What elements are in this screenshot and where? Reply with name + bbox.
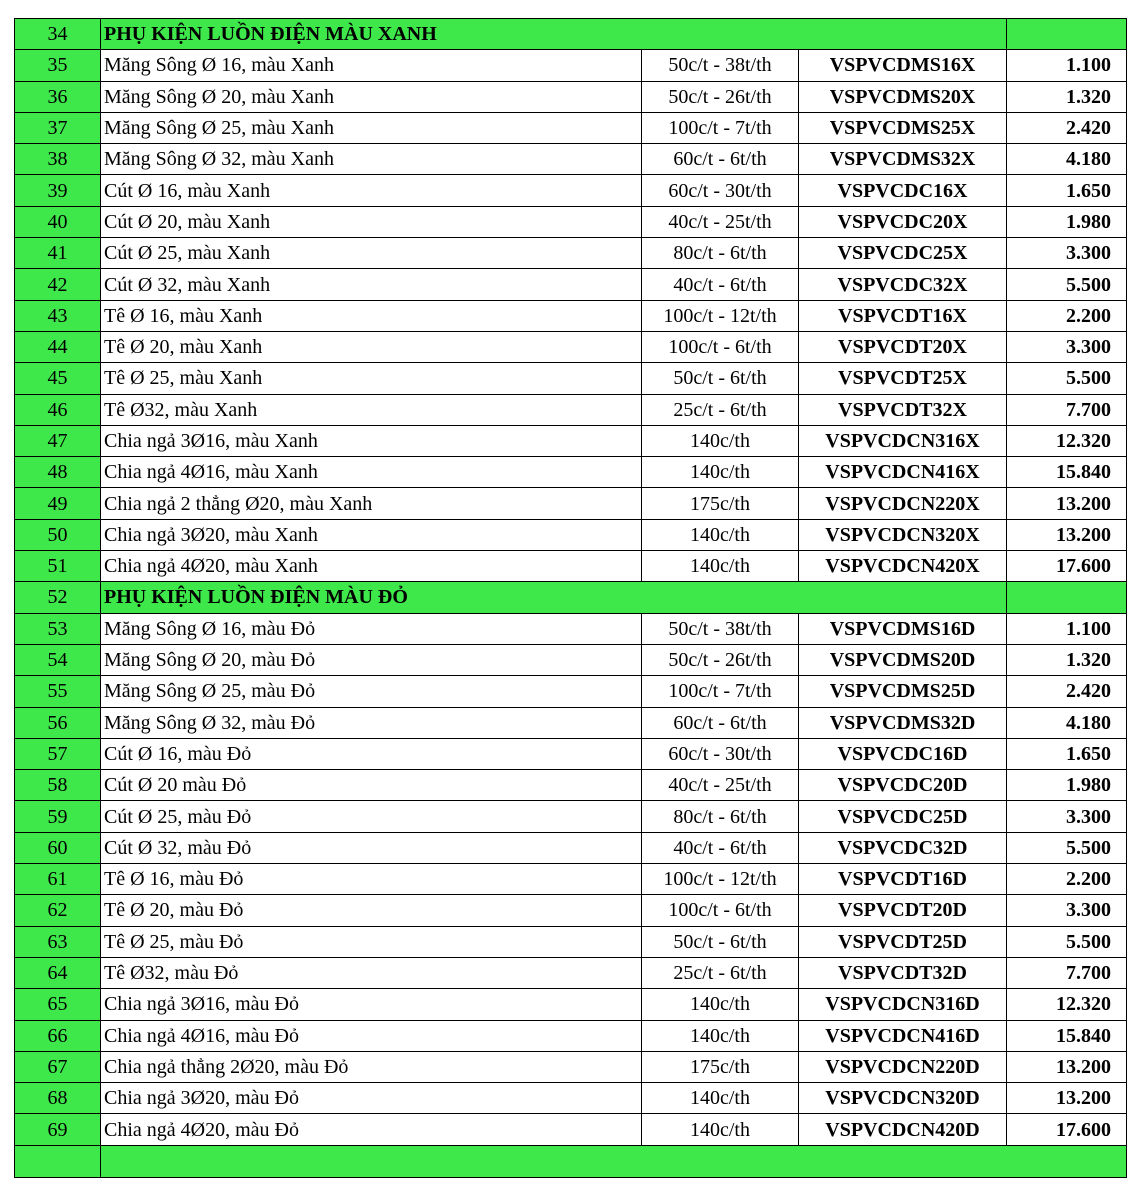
product-name: Măng Sông Ø 32, màu Đỏ bbox=[101, 707, 642, 738]
unit-price: 5.500 bbox=[1007, 832, 1127, 863]
product-code: VSPVCDCN316D bbox=[799, 989, 1007, 1020]
row-number: 69 bbox=[15, 1114, 101, 1145]
product-name: Cút Ø 20, màu Xanh bbox=[101, 206, 642, 237]
packing-spec: 100c/t - 7t/th bbox=[642, 112, 799, 143]
table-row bbox=[15, 206, 1127, 237]
row-number: 61 bbox=[15, 864, 101, 895]
unit-price: 2.200 bbox=[1007, 300, 1127, 331]
product-code: VSPVCDC32X bbox=[799, 269, 1007, 300]
product-code: VSPVCDC32D bbox=[799, 832, 1007, 863]
packing-spec: 50c/t - 26t/th bbox=[642, 81, 799, 112]
packing-spec: 140c/th bbox=[642, 551, 799, 582]
row-number: 67 bbox=[15, 1051, 101, 1082]
row-number: 43 bbox=[15, 300, 101, 331]
row-number: 36 bbox=[15, 81, 101, 112]
table-row bbox=[15, 864, 1127, 895]
packing-spec: 25c/t - 6t/th bbox=[642, 394, 799, 425]
unit-price: 5.500 bbox=[1007, 926, 1127, 957]
table-row bbox=[15, 1020, 1127, 1051]
product-name: Tê Ø 20, màu Xanh bbox=[101, 331, 642, 362]
packing-spec: 100c/t - 7t/th bbox=[642, 676, 799, 707]
unit-price: 13.200 bbox=[1007, 1083, 1127, 1114]
footer-empty-cell bbox=[101, 1145, 1127, 1177]
packing-spec: 140c/th bbox=[642, 1114, 799, 1145]
row-number: 54 bbox=[15, 644, 101, 675]
unit-price: 3.300 bbox=[1007, 801, 1127, 832]
table-row bbox=[15, 957, 1127, 988]
table-row bbox=[15, 644, 1127, 675]
product-name: Chia ngả 2 thẳng Ø20, màu Xanh bbox=[101, 488, 642, 519]
unit-price: 5.500 bbox=[1007, 269, 1127, 300]
product-code: VSPVCDC16D bbox=[799, 738, 1007, 769]
packing-spec: 40c/t - 6t/th bbox=[642, 832, 799, 863]
unit-price: 4.180 bbox=[1007, 144, 1127, 175]
product-code: VSPVCDT16X bbox=[799, 300, 1007, 331]
packing-spec: 60c/t - 6t/th bbox=[642, 707, 799, 738]
product-name: Chia ngả 3Ø20, màu Đỏ bbox=[101, 1083, 642, 1114]
product-name: Măng Sông Ø 20, màu Đỏ bbox=[101, 644, 642, 675]
row-number: 37 bbox=[15, 112, 101, 143]
row-number: 38 bbox=[15, 144, 101, 175]
packing-spec: 50c/t - 6t/th bbox=[642, 926, 799, 957]
row-number: 40 bbox=[15, 206, 101, 237]
row-number: 59 bbox=[15, 801, 101, 832]
row-number: 46 bbox=[15, 394, 101, 425]
product-name: Măng Sông Ø 16, màu Đỏ bbox=[101, 613, 642, 644]
unit-price: 2.200 bbox=[1007, 864, 1127, 895]
packing-spec: 50c/t - 38t/th bbox=[642, 613, 799, 644]
table-row bbox=[15, 801, 1127, 832]
table-row bbox=[15, 457, 1127, 488]
table-row bbox=[15, 1051, 1127, 1082]
packing-spec: 140c/th bbox=[642, 457, 799, 488]
product-code: VSPVCDT32X bbox=[799, 394, 1007, 425]
unit-price: 1.980 bbox=[1007, 206, 1127, 237]
product-name: Cút Ø 25, màu Xanh bbox=[101, 238, 642, 269]
row-number: 63 bbox=[15, 926, 101, 957]
product-name: Cút Ø 25, màu Đỏ bbox=[101, 801, 642, 832]
product-name: Cút Ø 16, màu Xanh bbox=[101, 175, 642, 206]
product-code: VSPVCDMS25D bbox=[799, 676, 1007, 707]
table-row bbox=[15, 81, 1127, 112]
product-code: VSPVCDC16X bbox=[799, 175, 1007, 206]
unit-price: 1.100 bbox=[1007, 50, 1127, 81]
table-row bbox=[15, 738, 1127, 769]
product-name: Măng Sông Ø 25, màu Xanh bbox=[101, 112, 642, 143]
packing-spec: 80c/t - 6t/th bbox=[642, 801, 799, 832]
packing-spec: 60c/t - 6t/th bbox=[642, 144, 799, 175]
row-number: 48 bbox=[15, 457, 101, 488]
product-code: VSPVCDMS16X bbox=[799, 50, 1007, 81]
product-name: Chia ngả 3Ø16, màu Xanh bbox=[101, 425, 642, 456]
product-name: Tê Ø 25, màu Xanh bbox=[101, 363, 642, 394]
packing-spec: 60c/t - 30t/th bbox=[642, 175, 799, 206]
table-row bbox=[15, 425, 1127, 456]
product-code: VSPVCDCN416D bbox=[799, 1020, 1007, 1051]
product-code: VSPVCDT25D bbox=[799, 926, 1007, 957]
unit-price: 3.300 bbox=[1007, 895, 1127, 926]
section-empty-cell bbox=[1007, 19, 1127, 50]
product-name: Chia ngả 4Ø20, màu Xanh bbox=[101, 551, 642, 582]
table-row bbox=[15, 551, 1127, 582]
unit-price: 1.650 bbox=[1007, 738, 1127, 769]
unit-price: 12.320 bbox=[1007, 989, 1127, 1020]
table-row bbox=[15, 1083, 1127, 1114]
row-number: 64 bbox=[15, 957, 101, 988]
row-number: 51 bbox=[15, 551, 101, 582]
section-header-row bbox=[15, 582, 1127, 613]
product-code: VSPVCDCN420X bbox=[799, 551, 1007, 582]
product-name: Cút Ø 20 màu Đỏ bbox=[101, 770, 642, 801]
packing-spec: 100c/t - 6t/th bbox=[642, 331, 799, 362]
product-name: Chia ngả 4Ø16, màu Xanh bbox=[101, 457, 642, 488]
packing-spec: 40c/t - 25t/th bbox=[642, 770, 799, 801]
product-code: VSPVCDT32D bbox=[799, 957, 1007, 988]
packing-spec: 140c/th bbox=[642, 425, 799, 456]
product-name: Chia ngả 4Ø20, màu Đỏ bbox=[101, 1114, 642, 1145]
price-list-body bbox=[15, 19, 1127, 1178]
product-code: VSPVCDMS20X bbox=[799, 81, 1007, 112]
table-row bbox=[15, 707, 1127, 738]
row-number: 66 bbox=[15, 1020, 101, 1051]
product-code: VSPVCDMS20D bbox=[799, 644, 1007, 675]
row-number: 56 bbox=[15, 707, 101, 738]
unit-price: 1.320 bbox=[1007, 644, 1127, 675]
price-list-table bbox=[14, 18, 1127, 1178]
packing-spec: 140c/th bbox=[642, 989, 799, 1020]
product-name: Cút Ø 32, màu Xanh bbox=[101, 269, 642, 300]
packing-spec: 80c/t - 6t/th bbox=[642, 238, 799, 269]
product-code: VSPVCDC25X bbox=[799, 238, 1007, 269]
product-name: Tê Ø32, màu Xanh bbox=[101, 394, 642, 425]
table-row bbox=[15, 926, 1127, 957]
unit-price: 12.320 bbox=[1007, 425, 1127, 456]
row-number: 49 bbox=[15, 488, 101, 519]
footer-empty-cell bbox=[15, 1145, 101, 1177]
product-name: Cút Ø 32, màu Đỏ bbox=[101, 832, 642, 863]
product-code: VSPVCDCN320X bbox=[799, 519, 1007, 550]
section-title: PHỤ KIỆN LUỒN ĐIỆN MÀU XANH bbox=[101, 19, 1007, 50]
row-number: 62 bbox=[15, 895, 101, 926]
unit-price: 13.200 bbox=[1007, 519, 1127, 550]
unit-price: 3.300 bbox=[1007, 238, 1127, 269]
row-number: 35 bbox=[15, 50, 101, 81]
row-number: 39 bbox=[15, 175, 101, 206]
row-number: 47 bbox=[15, 425, 101, 456]
product-name: Măng Sông Ø 16, màu Xanh bbox=[101, 50, 642, 81]
table-row bbox=[15, 989, 1127, 1020]
product-name: Tê Ø32, màu Đỏ bbox=[101, 957, 642, 988]
section-empty-cell bbox=[1007, 582, 1127, 613]
unit-price: 7.700 bbox=[1007, 957, 1127, 988]
product-code: VSPVCDC20D bbox=[799, 770, 1007, 801]
product-code: VSPVCDCN316X bbox=[799, 425, 1007, 456]
unit-price: 17.600 bbox=[1007, 551, 1127, 582]
product-code: VSPVCDC20X bbox=[799, 206, 1007, 237]
table-row bbox=[15, 50, 1127, 81]
packing-spec: 50c/t - 26t/th bbox=[642, 644, 799, 675]
product-code: VSPVCDC25D bbox=[799, 801, 1007, 832]
unit-price: 1.320 bbox=[1007, 81, 1127, 112]
packing-spec: 140c/th bbox=[642, 519, 799, 550]
row-number: 53 bbox=[15, 613, 101, 644]
table-row bbox=[15, 269, 1127, 300]
unit-price: 5.500 bbox=[1007, 363, 1127, 394]
product-name: Măng Sông Ø 25, màu Đỏ bbox=[101, 676, 642, 707]
row-number: 34 bbox=[15, 19, 101, 50]
packing-spec: 140c/th bbox=[642, 1083, 799, 1114]
table-row bbox=[15, 770, 1127, 801]
unit-price: 13.200 bbox=[1007, 488, 1127, 519]
table-row bbox=[15, 613, 1127, 644]
packing-spec: 40c/t - 25t/th bbox=[642, 206, 799, 237]
product-code: VSPVCDMS32X bbox=[799, 144, 1007, 175]
packing-spec: 100c/t - 12t/th bbox=[642, 864, 799, 895]
table-row bbox=[15, 519, 1127, 550]
row-number: 65 bbox=[15, 989, 101, 1020]
row-number: 50 bbox=[15, 519, 101, 550]
product-code: VSPVCDT16D bbox=[799, 864, 1007, 895]
product-name: Tê Ø 20, màu Đỏ bbox=[101, 895, 642, 926]
product-code: VSPVCDCN320D bbox=[799, 1083, 1007, 1114]
unit-price: 3.300 bbox=[1007, 331, 1127, 362]
product-name: Tê Ø 25, màu Đỏ bbox=[101, 926, 642, 957]
packing-spec: 50c/t - 38t/th bbox=[642, 50, 799, 81]
packing-spec: 100c/t - 6t/th bbox=[642, 895, 799, 926]
product-code: VSPVCDCN420D bbox=[799, 1114, 1007, 1145]
table-row bbox=[15, 488, 1127, 519]
product-code: VSPVCDT25X bbox=[799, 363, 1007, 394]
row-number: 60 bbox=[15, 832, 101, 863]
packing-spec: 60c/t - 30t/th bbox=[642, 738, 799, 769]
table-row bbox=[15, 238, 1127, 269]
product-name: Chia ngả 4Ø16, màu Đỏ bbox=[101, 1020, 642, 1051]
product-name: Măng Sông Ø 32, màu Xanh bbox=[101, 144, 642, 175]
product-code: VSPVCDT20X bbox=[799, 331, 1007, 362]
table-row bbox=[15, 895, 1127, 926]
unit-price: 2.420 bbox=[1007, 676, 1127, 707]
table-row bbox=[15, 331, 1127, 362]
row-number: 41 bbox=[15, 238, 101, 269]
product-code: VSPVCDCN416X bbox=[799, 457, 1007, 488]
footer-row bbox=[15, 1145, 1127, 1177]
section-title: PHỤ KIỆN LUỒN ĐIỆN MÀU ĐỎ bbox=[101, 582, 1007, 613]
packing-spec: 25c/t - 6t/th bbox=[642, 957, 799, 988]
table-row bbox=[15, 1114, 1127, 1145]
packing-spec: 175c/th bbox=[642, 488, 799, 519]
row-number: 45 bbox=[15, 363, 101, 394]
packing-spec: 140c/th bbox=[642, 1020, 799, 1051]
product-code: VSPVCDT20D bbox=[799, 895, 1007, 926]
table-row bbox=[15, 175, 1127, 206]
product-code: VSPVCDMS16D bbox=[799, 613, 1007, 644]
section-header-row bbox=[15, 19, 1127, 50]
table-row bbox=[15, 832, 1127, 863]
table-row bbox=[15, 144, 1127, 175]
product-name: Chia ngả thẳng 2Ø20, màu Đỏ bbox=[101, 1051, 642, 1082]
row-number: 44 bbox=[15, 331, 101, 362]
product-name: Chia ngả 3Ø20, màu Xanh bbox=[101, 519, 642, 550]
packing-spec: 100c/t - 12t/th bbox=[642, 300, 799, 331]
unit-price: 15.840 bbox=[1007, 1020, 1127, 1051]
packing-spec: 40c/t - 6t/th bbox=[642, 269, 799, 300]
row-number: 42 bbox=[15, 269, 101, 300]
row-number: 68 bbox=[15, 1083, 101, 1114]
unit-price: 1.650 bbox=[1007, 175, 1127, 206]
unit-price: 17.600 bbox=[1007, 1114, 1127, 1145]
row-number: 55 bbox=[15, 676, 101, 707]
row-number: 57 bbox=[15, 738, 101, 769]
product-code: VSPVCDCN220X bbox=[799, 488, 1007, 519]
table-row bbox=[15, 394, 1127, 425]
unit-price: 1.980 bbox=[1007, 770, 1127, 801]
table-row bbox=[15, 363, 1127, 394]
row-number: 58 bbox=[15, 770, 101, 801]
product-name: Cút Ø 16, màu Đỏ bbox=[101, 738, 642, 769]
product-code: VSPVCDCN220D bbox=[799, 1051, 1007, 1082]
packing-spec: 50c/t - 6t/th bbox=[642, 363, 799, 394]
unit-price: 15.840 bbox=[1007, 457, 1127, 488]
unit-price: 13.200 bbox=[1007, 1051, 1127, 1082]
table-row bbox=[15, 676, 1127, 707]
product-name: Chia ngả 3Ø16, màu Đỏ bbox=[101, 989, 642, 1020]
product-code: VSPVCDMS25X bbox=[799, 112, 1007, 143]
unit-price: 7.700 bbox=[1007, 394, 1127, 425]
unit-price: 4.180 bbox=[1007, 707, 1127, 738]
product-code: VSPVCDMS32D bbox=[799, 707, 1007, 738]
unit-price: 2.420 bbox=[1007, 112, 1127, 143]
packing-spec: 175c/th bbox=[642, 1051, 799, 1082]
product-name: Tê Ø 16, màu Đỏ bbox=[101, 864, 642, 895]
table-row bbox=[15, 300, 1127, 331]
row-number: 52 bbox=[15, 582, 101, 613]
product-name: Măng Sông Ø 20, màu Xanh bbox=[101, 81, 642, 112]
unit-price: 1.100 bbox=[1007, 613, 1127, 644]
product-name: Tê Ø 16, màu Xanh bbox=[101, 300, 642, 331]
table-row bbox=[15, 112, 1127, 143]
